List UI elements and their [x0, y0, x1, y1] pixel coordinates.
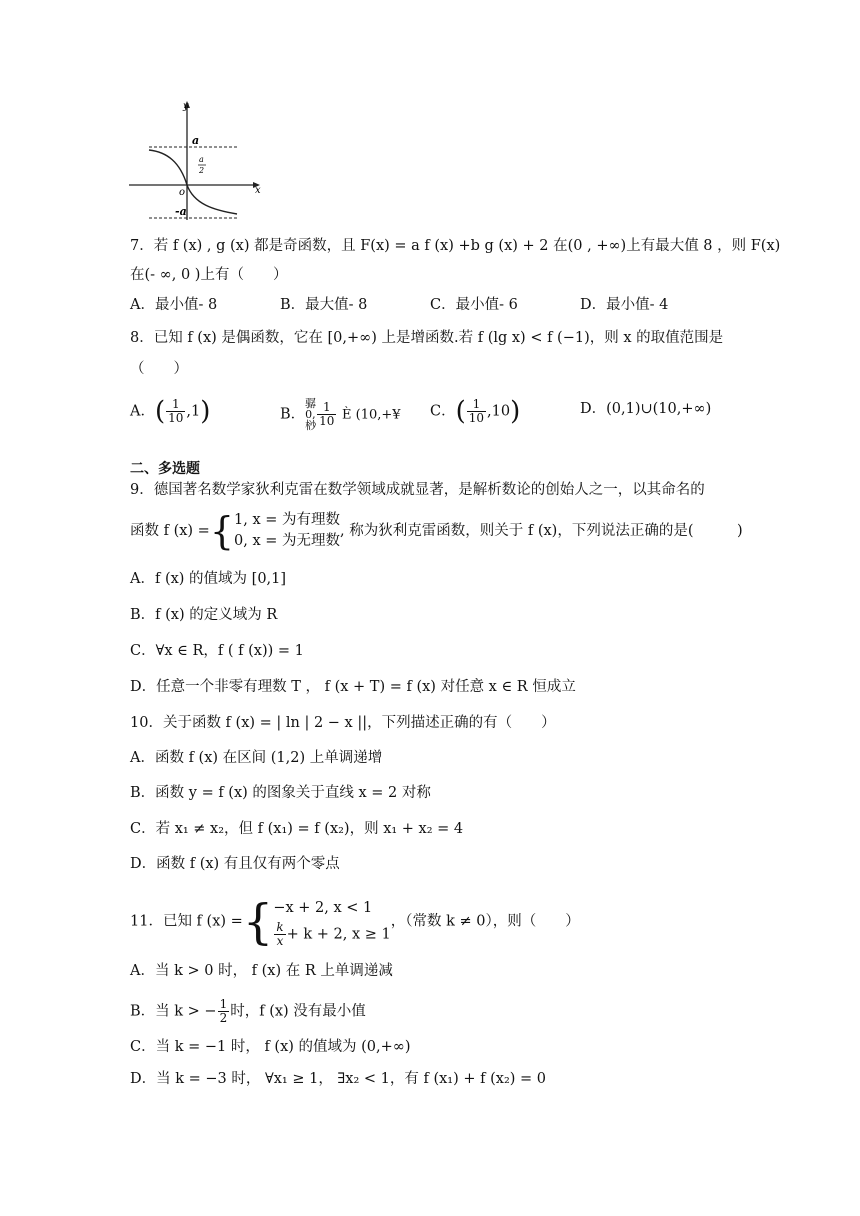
q11-option-b	[130, 998, 366, 1025]
q9-line2: 函数 f (x) ={ 1, x = 为有理数 0, x = 为无理数 , 称为狄利克雷函数，则关于 f (x)，下列说法正确的是( )	[130, 509, 743, 553]
q10-line1: 10．关于函数 f (x) = | ln | 2 − x ||，下列描述正确的有（ ）	[130, 715, 556, 731]
graph-half-num: a	[199, 155, 204, 164]
q10-option-c: C．若 x₁ ≠ x₂，但 f (x₁) = f (x₂)，则 x₁ + x₂ = 4	[130, 821, 464, 837]
q8-option-a-tail: ,1	[186, 403, 201, 420]
graph-a-label: a	[192, 134, 200, 147]
q8-option-b-den: 10	[319, 414, 335, 428]
q7-option-b: B．最大值- 8	[280, 297, 368, 313]
q11-option-b-den: 2	[219, 1011, 228, 1025]
q11-option-c: C．当 k = −1 时， f (x) 的值域为 (0,+∞)	[130, 1039, 411, 1055]
q7-option-a: A．最小值- 8	[130, 297, 218, 313]
q11-option-b-num: 1	[219, 997, 228, 1011]
q11-case2-tail: + k + 2, x ≥ 1	[286, 926, 391, 943]
q7-option-d: D．最小值- 4	[580, 297, 669, 313]
q11-case2-num: k	[276, 920, 284, 934]
q8-option-c-num: 1	[467, 398, 486, 412]
q8-option-c-label: C．	[430, 403, 456, 420]
q11-suffix: ，（常数 k ≠ 0），则（ ）	[390, 913, 580, 930]
q8-option-a-num: 1	[166, 398, 185, 412]
q8-line1: 8．已知 f (x) 是偶函数，它在 [0,+∞) 上是增函数.若 f (lg x) < f (−1)，则 x 的取值范围是	[130, 330, 724, 346]
q9-option-b: B．f (x) 的定义域为 R	[130, 607, 278, 623]
q9-case1: 1, x = 为有理数	[234, 512, 341, 528]
q10-option-a: A．函数 f (x) 在区间 (1,2) 上单调递增	[130, 750, 383, 766]
q8-option-b-tail: È (10,+¥	[342, 407, 401, 423]
q8-line2: （ ）	[130, 361, 188, 377]
q7-line1: 7．若 f (x) , g (x) 都是奇函数，且 F(x) = a f (x) +b g (x) + 2 在(0 , +∞)上有最大值 8 ，则 F(x)	[130, 238, 781, 254]
q7-line2: 在(- ∞, 0 )上有（ ）	[130, 267, 288, 283]
q9-option-a: A．f (x) 的值域为 [0,1]	[130, 571, 287, 587]
q8-option-b-num: 1	[317, 401, 336, 415]
q11-option-d: D．当 k = −3 时， ∀x₁ ≥ 1， ∃x₂ < 1，有 f (x₁) + f (x₂) = 0	[130, 1071, 547, 1087]
graph-origin-label: o	[179, 187, 186, 198]
q9-line1: 9．德国著名数学家狄利克雷在数学领域成就显著，是解析数论的创始人之一，以其命名的	[130, 482, 705, 498]
q8-option-b-garble: 骣 0, 桫	[305, 397, 317, 432]
q11-option-a: A．当 k > 0 时， f (x) 在 R 上单调递减	[130, 963, 393, 979]
q8-option-c: C．( $\frac{1}{10}$ ,10)	[430, 396, 521, 427]
q9-case2: 0, x = 为无理数	[234, 533, 341, 549]
q11-option-b-post: 时，f (x) 没有最小值	[230, 1003, 366, 1020]
section-title-multi-choice: 二、多选题	[130, 461, 200, 477]
q11-case2-den: x	[276, 934, 284, 948]
q7-option-c: C．最小值- 6	[430, 297, 518, 313]
q8-option-b-label: B．	[280, 406, 306, 423]
graph-y-label: y	[183, 101, 189, 112]
q11-case1: −x + 2, x < 1	[273, 900, 373, 916]
q8-option-d: D．(0,1)∪(10,+∞)	[580, 401, 712, 417]
q8-option-c-den: 10	[468, 411, 485, 425]
q8-option-a-label: A．	[130, 403, 155, 420]
q10-option-b: B．函数 y = f (x) 的图象关于直线 x = 2 对称	[130, 785, 431, 801]
q9-suffix: , 称为狄利克雷函数，则关于 f (x)，下列说法正确的是( )	[340, 523, 743, 539]
graph-x-label: x	[255, 185, 261, 196]
q11-line1: 11．已知 f (x) ={ −x + 2, x < 1 $\frac{k}{x}$ + k + 2, x ≥ 1 ，（常数 k ≠ 0），则（ ）	[130, 893, 580, 950]
q11-option-b-pre: B．当 k > −	[130, 1003, 217, 1020]
graph-half-den: 2	[199, 166, 205, 175]
q9-prefix: 函数 f (x) =	[130, 523, 210, 539]
q9-option-d: D．任意一个非零有理数 T ， f (x + T) = f (x) 对任意 x ∈ R 恒成立	[130, 679, 576, 695]
q9-option-c: C．∀x ∈ R，f ( f (x)) = 1	[130, 643, 304, 659]
q8-option-a-den: 10	[168, 411, 184, 425]
graph-neg-a-label: -a	[175, 205, 187, 218]
function-graph	[125, 100, 265, 225]
q10-option-d: D．函数 f (x) 有且仅有两个零点	[130, 856, 340, 872]
q11-prefix: 11．已知 f (x) =	[130, 913, 243, 930]
q8-option-b	[280, 398, 401, 431]
q8-option-a: A．( $\frac{1}{10}$ ,1)	[130, 396, 211, 427]
q8-option-c-tail: ,10	[487, 403, 511, 420]
